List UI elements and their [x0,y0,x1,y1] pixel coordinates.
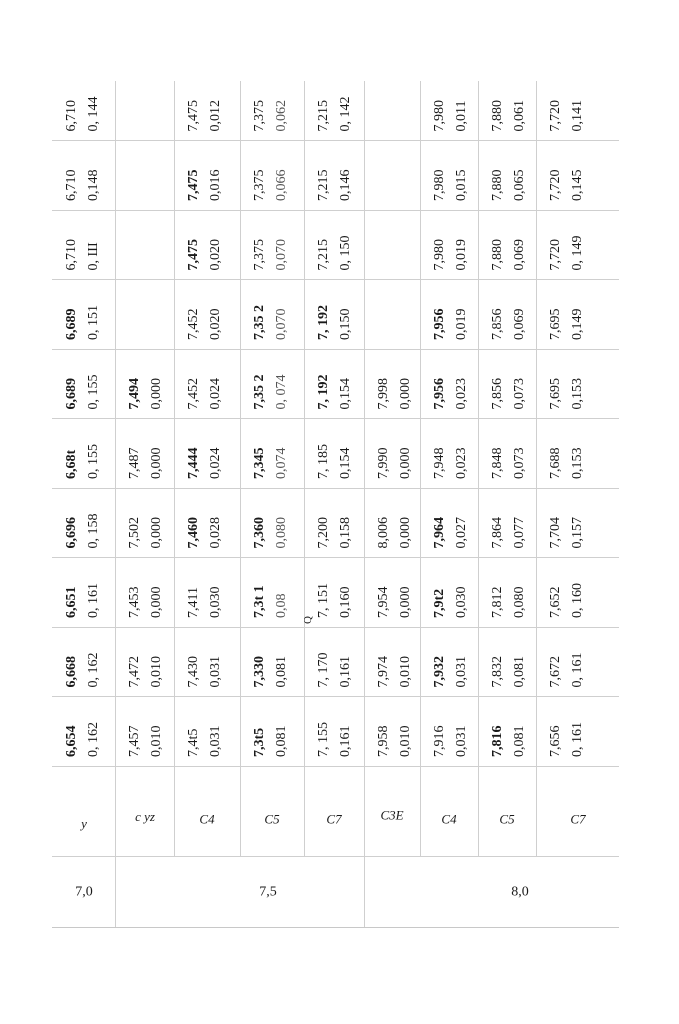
value-sub: 0, 150 [338,235,353,271]
value-sub: 0,000 [149,378,164,410]
value-main: 7,35 2 [252,374,267,410]
value-cell [376,656,414,688]
value-main: 7,856 [490,308,505,340]
value-sub: 0,030 [208,586,223,618]
value-sub: 0,030 [454,586,469,618]
value-main: 8,006 [376,517,391,549]
value-cell [186,309,224,341]
value-sub: 0,08 [274,593,289,618]
value-cell [316,517,354,549]
row-divider [536,81,537,857]
value-cell [252,656,290,688]
value-main: 7,330 [252,656,267,688]
value-main: 7,998 [376,378,391,410]
column-divider [52,349,619,350]
value-main: 7,880 [490,100,505,132]
column-divider [52,280,619,281]
value-main: 7,444 [186,447,201,479]
value-sub: 0,010 [149,656,164,688]
value-sub: 0,023 [454,378,469,410]
value-sub: 0,149 [570,308,585,340]
value-main: 7,215 [316,100,331,132]
value-cell [432,656,470,688]
value-main: 7,360 [252,517,267,549]
value-main: 7, 170 [316,652,331,688]
value-cell [548,100,586,132]
value-main: 6,696 [64,517,79,549]
value-main: 7, 151 [316,583,331,618]
value-main: 7,494 [127,378,142,410]
value-sub: 0,153 [570,378,585,410]
value-cell [548,653,586,688]
value-cell [252,726,290,758]
value-main: 7,812 [490,586,505,618]
value-cell [186,239,224,271]
row-label: C3E [380,807,404,823]
value-sub: 0,020 [208,308,223,340]
value-cell [127,517,165,549]
value-cell [316,375,354,410]
value-sub: 0,019 [454,308,469,340]
value-cell [490,309,528,341]
value-main: 7,4t5 [186,728,201,757]
value-main: 7,688 [548,447,563,479]
value-sub: 0, 155 [86,374,101,410]
value-cell [316,236,354,271]
value-cell [252,100,290,132]
value-sub: 0, 161 [86,583,101,618]
value-cell [432,239,470,271]
value-sub: 0,024 [208,447,223,479]
value-cell [252,448,290,480]
value-cell [64,97,102,132]
value-sub: 0,000 [398,517,413,549]
value-cell [490,726,528,758]
value-cell [186,170,224,202]
value-sub: 0, 155 [86,444,101,479]
value-sub: 0,161 [338,725,353,757]
row-label: C4 [199,811,215,827]
value-cell [548,448,586,480]
value-main: 7,932 [432,656,447,688]
value-main: 7,956 [432,378,447,410]
value-sub: 0,160 [338,586,353,618]
value-cell [186,517,224,549]
value-cell [490,239,528,271]
value-main: 7, 185 [316,444,331,479]
value-cell [376,587,414,619]
value-sub: 0,031 [208,725,223,757]
value-main: 7,980 [432,100,447,132]
value-cell [376,726,414,758]
value-cell [64,514,102,549]
value-cell [432,378,470,410]
value-main: 7,375 [252,169,267,201]
value-sub: 0,023 [454,447,469,479]
stray-mark: Q [302,616,314,624]
value-main: 7,958 [376,725,391,757]
value-cell [548,722,586,757]
column-divider [52,141,619,142]
value-main: 7,964 [432,517,447,549]
value-sub: 0, 158 [86,513,101,549]
row-divider [304,81,305,857]
value-sub: 0,015 [454,169,469,201]
row-label: C7 [326,811,342,827]
value-main: 7,453 [127,586,142,618]
value-main: 7,672 [548,656,563,688]
value-cell [376,448,414,480]
value-main: 7,502 [127,517,142,549]
value-cell [432,448,470,480]
value-sub: 0,010 [149,725,164,757]
value-sub: 0,150 [338,308,353,340]
value-sub: 0,154 [338,447,353,479]
value-main: 7,880 [490,169,505,201]
value-sub: 0, 074 [274,374,289,410]
value-cell [316,444,354,479]
value-sub: 0,010 [398,656,413,688]
value-main: 6,651 [64,586,79,618]
value-main: 6,710 [64,100,79,132]
value-cell [490,170,528,202]
value-main: 6,710 [64,169,79,201]
value-main: 7,475 [186,100,201,132]
value-cell [316,722,354,757]
value-sub: 0,069 [512,239,527,271]
value-sub: 0,158 [338,517,353,549]
row-label: C4 [441,811,457,827]
value-cell [64,653,102,688]
value-main: 7,720 [548,100,563,132]
value-cell [432,170,470,202]
value-cell [316,653,354,688]
value-cell [186,378,224,410]
value-cell [64,170,102,202]
value-main: 7,457 [127,725,142,757]
value-cell [186,726,224,758]
value-sub: 0,141 [570,100,585,132]
row-divider [115,81,116,927]
value-main: 6,689 [64,378,79,410]
value-cell [432,517,470,549]
value-sub: 0, 160 [570,583,585,618]
value-cell [64,239,102,271]
group-label: 7,5 [258,884,277,900]
value-cell [127,378,165,410]
value-sub: 0,080 [274,517,289,549]
value-sub: 0,145 [570,169,585,201]
value-main: 7,475 [186,169,201,201]
value-cell [127,656,165,688]
value-cell [64,375,102,410]
value-sub: 0,000 [149,586,164,618]
value-cell [548,583,586,618]
value-sub: 0, 161 [570,652,585,688]
value-sub: 0, 162 [86,722,101,757]
column-divider [52,210,619,211]
value-cell [64,583,102,618]
value-main: 7,980 [432,169,447,201]
value-cell [548,378,586,410]
value-cell [376,378,414,410]
row-label: C5 [499,811,515,827]
value-sub: 0,148 [86,169,101,201]
value-sub: 0, 144 [86,96,101,132]
value-cell [316,170,354,202]
value-main: 7,980 [432,239,447,271]
value-main: 6,654 [64,725,79,757]
group-label: 7,0 [74,884,93,900]
value-cell [64,444,102,479]
value-sub: 0,080 [512,586,527,618]
value-cell [376,517,414,549]
value-sub: 0,000 [398,378,413,410]
value-sub: 0,070 [274,308,289,340]
value-sub: 0,000 [398,447,413,479]
column-divider [52,856,619,857]
value-main: 7,215 [316,169,331,201]
value-main: 7,215 [316,239,331,271]
value-sub: 0,081 [274,725,289,757]
value-main: 6,710 [64,239,79,271]
value-sub: 0,153 [570,447,585,479]
value-cell [252,170,290,202]
value-sub: 0,069 [512,308,527,340]
value-cell [432,587,470,619]
value-cell [64,305,102,340]
value-cell [252,239,290,271]
value-main: 7,460 [186,517,201,549]
row-divider [364,81,365,927]
column-divider [52,419,619,420]
value-sub: 0,028 [208,517,223,549]
value-cell [186,656,224,688]
value-cell [127,587,165,619]
row-label: y [80,816,87,832]
value-main: 7,956 [432,308,447,340]
value-main: 6,689 [64,308,79,340]
value-main: 7,200 [316,517,331,549]
value-main: 7,720 [548,169,563,201]
value-main: 7, 192 [316,374,331,410]
value-sub: 0,157 [570,517,585,549]
value-main: 6,668 [64,656,79,688]
value-cell [316,97,354,132]
value-cell [316,305,354,340]
value-cell [252,375,290,410]
value-sub: 0,000 [149,517,164,549]
value-main: 7,652 [548,586,563,618]
value-sub: 0, 151 [86,305,101,340]
value-sub: 0, 162 [86,652,101,688]
value-sub: 0,016 [208,169,223,201]
value-cell [490,448,528,480]
value-sub: 0,081 [512,656,527,688]
value-cell [252,585,290,618]
value-cell [432,309,470,341]
value-main: 7,430 [186,656,201,688]
value-cell [548,309,586,341]
value-sub: 0,146 [338,169,353,201]
value-cell [548,517,586,549]
value-sub: 0,010 [398,725,413,757]
value-cell [186,448,224,480]
row-label: c yz [134,809,155,825]
value-sub: 0,073 [512,447,527,479]
value-sub: 0,062 [274,100,289,132]
value-main: 7,3t5 [252,727,267,757]
value-sub: 0,031 [454,725,469,757]
value-main: 7,3t 1 [252,585,267,618]
row-divider [240,81,241,857]
value-sub: 0,020 [208,239,223,271]
column-divider [52,766,619,767]
value-sub: 0,073 [512,378,527,410]
value-cell [252,517,290,549]
value-main: 7, 155 [316,722,331,757]
rotated-table-frame [52,82,619,928]
value-main: 7,832 [490,656,505,688]
value-sub: 0,077 [512,517,527,549]
value-cell [490,587,528,619]
value-main: 7,656 [548,725,563,757]
value-main: 7,864 [490,517,505,549]
value-sub: 0, Ш [86,242,101,271]
value-sub: 0,024 [208,378,223,410]
group-label: 8,0 [510,884,529,900]
value-main: 7,916 [432,725,447,757]
value-cell [64,722,102,757]
column-divider [52,627,619,628]
row-divider [420,81,421,857]
value-main: 7,704 [548,517,563,549]
value-main: 7,695 [548,308,563,340]
value-sub: 0,031 [454,656,469,688]
value-sub: 0,011 [454,100,469,132]
value-main: 7,35 2 [252,305,267,340]
value-main: 7,375 [252,239,267,271]
value-sub: 0,000 [149,447,164,479]
value-cell [186,587,224,619]
value-sub: 0,081 [274,656,289,688]
value-cell [127,448,165,480]
value-sub: 0,154 [338,378,353,410]
value-main: 7,848 [490,447,505,479]
value-sub: 0, 149 [570,235,585,271]
value-sub: 0,074 [274,447,289,479]
value-cell [548,236,586,271]
value-sub: 0,081 [512,725,527,757]
value-cell [548,170,586,202]
value-sub: 0,031 [208,656,223,688]
value-main: 7,487 [127,447,142,479]
value-cell [316,583,354,618]
value-cell [252,305,290,340]
value-sub: 0,012 [208,100,223,132]
value-main: 7,695 [548,378,563,410]
value-main: 7,880 [490,239,505,271]
value-main: 7,345 [252,447,267,479]
value-main: 7, 192 [316,305,331,340]
value-main: 7,411 [186,587,201,618]
value-sub: 0, 142 [338,96,353,132]
column-divider [52,488,619,489]
value-cell [490,378,528,410]
value-main: 7,452 [186,378,201,410]
value-cell [490,517,528,549]
value-cell [432,726,470,758]
value-main: 7,990 [376,447,391,479]
value-sub: 0,066 [274,169,289,201]
column-divider [52,697,619,698]
value-main: 7,375 [252,100,267,132]
value-main: 7,816 [490,725,505,757]
value-cell [490,100,528,132]
value-sub: 0,161 [338,656,353,688]
value-sub: 0, 161 [570,722,585,757]
value-main: 7,856 [490,378,505,410]
row-divider [478,81,479,857]
value-main: 7,475 [186,239,201,271]
value-main: 7,948 [432,447,447,479]
value-cell [432,100,470,132]
value-main: 7,974 [376,656,391,688]
value-sub: 0,070 [274,239,289,271]
column-divider [52,558,619,559]
value-main: 7,472 [127,656,142,688]
data-table [52,81,619,928]
value-sub: 0,019 [454,239,469,271]
row-divider [174,81,175,857]
value-main: 7,720 [548,239,563,271]
value-cell [490,656,528,688]
value-main: 7,954 [376,586,391,618]
value-sub: 0,061 [512,100,527,132]
value-cell [127,726,165,758]
value-main: 6,68t [64,449,79,479]
value-main: 7,9t2 [432,588,447,618]
value-cell [186,100,224,132]
value-sub: 0,027 [454,517,469,549]
value-main: 7,452 [186,308,201,340]
row-label: C5 [264,811,280,827]
row-label: C7 [569,811,586,827]
value-sub: 0,000 [398,586,413,618]
value-sub: 0,065 [512,169,527,201]
